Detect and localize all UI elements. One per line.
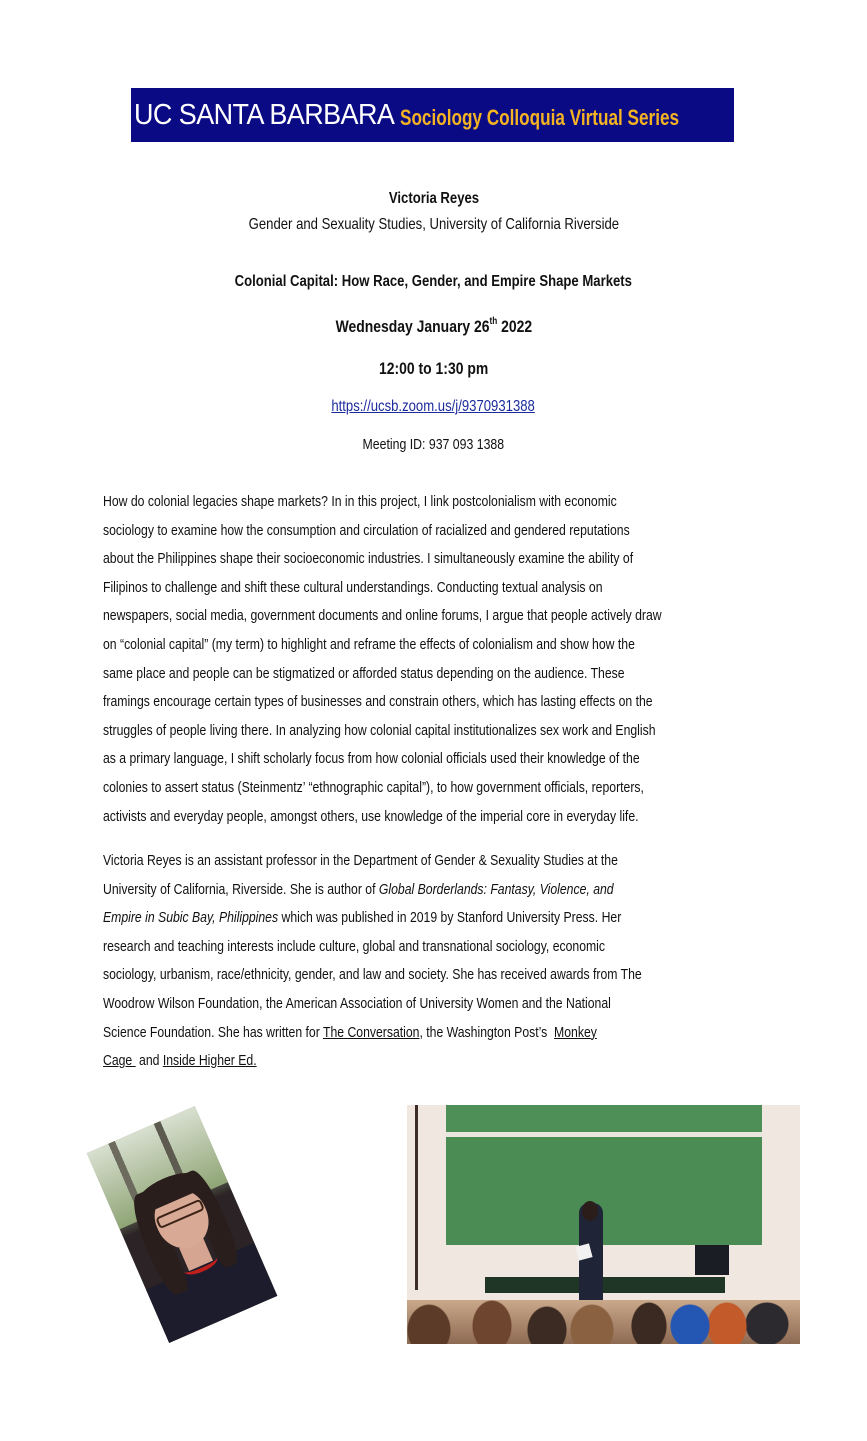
abstract-line: same place and people can be stigmatized or afforded status depending on the audience. These [103,664,625,682]
bio-line: University of California, Riverside. She is author of Global Borderlands: Fantasy, Violence, and [103,880,614,898]
abstract-line: newspapers, social media, government documents and online forums, I argue that people actively draw [103,607,662,625]
abstract-line: colonies to assert status (Steinmentz’ “ethnographic capital”), to how government officials, reporters, [103,778,644,796]
abstract-line: Filipinos to challenge and shift these cultural understandings. Conducting textual analysis on [103,578,603,596]
abstract-line: sociology to examine how the consumption and circulation of racialized and gendered reputations [103,521,630,539]
bio-line: Victoria Reyes is an assistant professor in the Department of Gender & Sexuality Studies at the [103,852,618,869]
monkey-cage-link-continued[interactable]: Cage [103,1052,136,1070]
lecturer-head [582,1201,598,1221]
chalkboard [446,1105,762,1132]
bio-line: Science Foundation. She has written for The Conversation, the Washington Post’s Monkey [103,1023,597,1041]
abstract-line: How do colonial legacies shape markets? In in this project, I link postcolonialism with economic [103,493,617,510]
abstract-line: on “colonial capital” (my term) to highlight and reframe the effects of colonialism and show how the [103,635,635,653]
abstract-paragraph [103,488,867,831]
chalkboard [446,1137,762,1245]
audience [407,1300,800,1344]
speaker-affiliation: Gender and Sexuality Studies, University of California Riverside [248,216,619,233]
abstract-line: as a primary language, I shift scholarly focus from how colonial officials used their knowledge of the [103,750,640,768]
inside-higher-ed-link[interactable]: Inside Higher Ed. [162,1052,257,1070]
computer-monitor [695,1245,729,1275]
talk-title: Colonial Capital: How Race, Gender, and Empire Shape Markets [234,273,633,290]
event-time: 12:00 to 1:30 pm [378,359,489,378]
abstract-line: framings encourage certain types of businesses and constrain others, which has lasting effects on the [103,693,653,711]
series-name: Sociology Colloquia Virtual Series [399,105,680,130]
zoom-meeting-link[interactable]: https://ucsb.zoom.us/j/9370931388 [331,398,536,415]
book-title: Global Borderlands: Fantasy, Violence, and [378,880,614,898]
speaker-bio-paragraph [103,847,867,1076]
bio-line: Empire in Subic Bay, Philippines which was published in 2019 by Stanford University Press. Her [103,909,622,927]
bio-line: research and teaching interests include culture, global and transnational sociology, economic [103,937,606,955]
abstract-line: struggles of people living there. In analyzing how colonial capital institutionalizes sex work and English [103,721,656,739]
header-banner [131,88,734,142]
classroom-lecture-photo [407,1105,800,1344]
lab-bench [485,1277,725,1293]
abstract-line: activists and everyday people, amongst others, use knowledge of the imperial core in everyday life. [103,807,639,825]
book-title: Empire in Subic Bay, Philippines [103,909,279,927]
speaker-portrait-photo [87,1106,278,1343]
bio-line: Woodrow Wilson Foundation, the American Association of University Women and the National [103,994,611,1012]
monkey-cage-link[interactable]: Monkey [554,1023,597,1041]
bio-line: sociology, urbanism, race/ethnicity, gender, and law and society. She has received awards from The [103,966,642,984]
abstract-line: about the Philippines shape their socioeconomic industries. I simultaneously examine the ability of [103,550,634,568]
bio-line: Cage and Inside Higher Ed. [103,1052,257,1070]
wall-frame [415,1105,418,1290]
event-date: Wednesday January 26th 2022 [335,316,532,336]
zoom-link-row [0,398,867,416]
speaker-name: Victoria Reyes [388,190,479,207]
meeting-id: Meeting ID: 937 093 1388 [362,436,505,453]
institution-name: UC SANTA BARBARA [134,98,395,131]
the-conversation-link[interactable]: The Conversation [322,1023,420,1041]
